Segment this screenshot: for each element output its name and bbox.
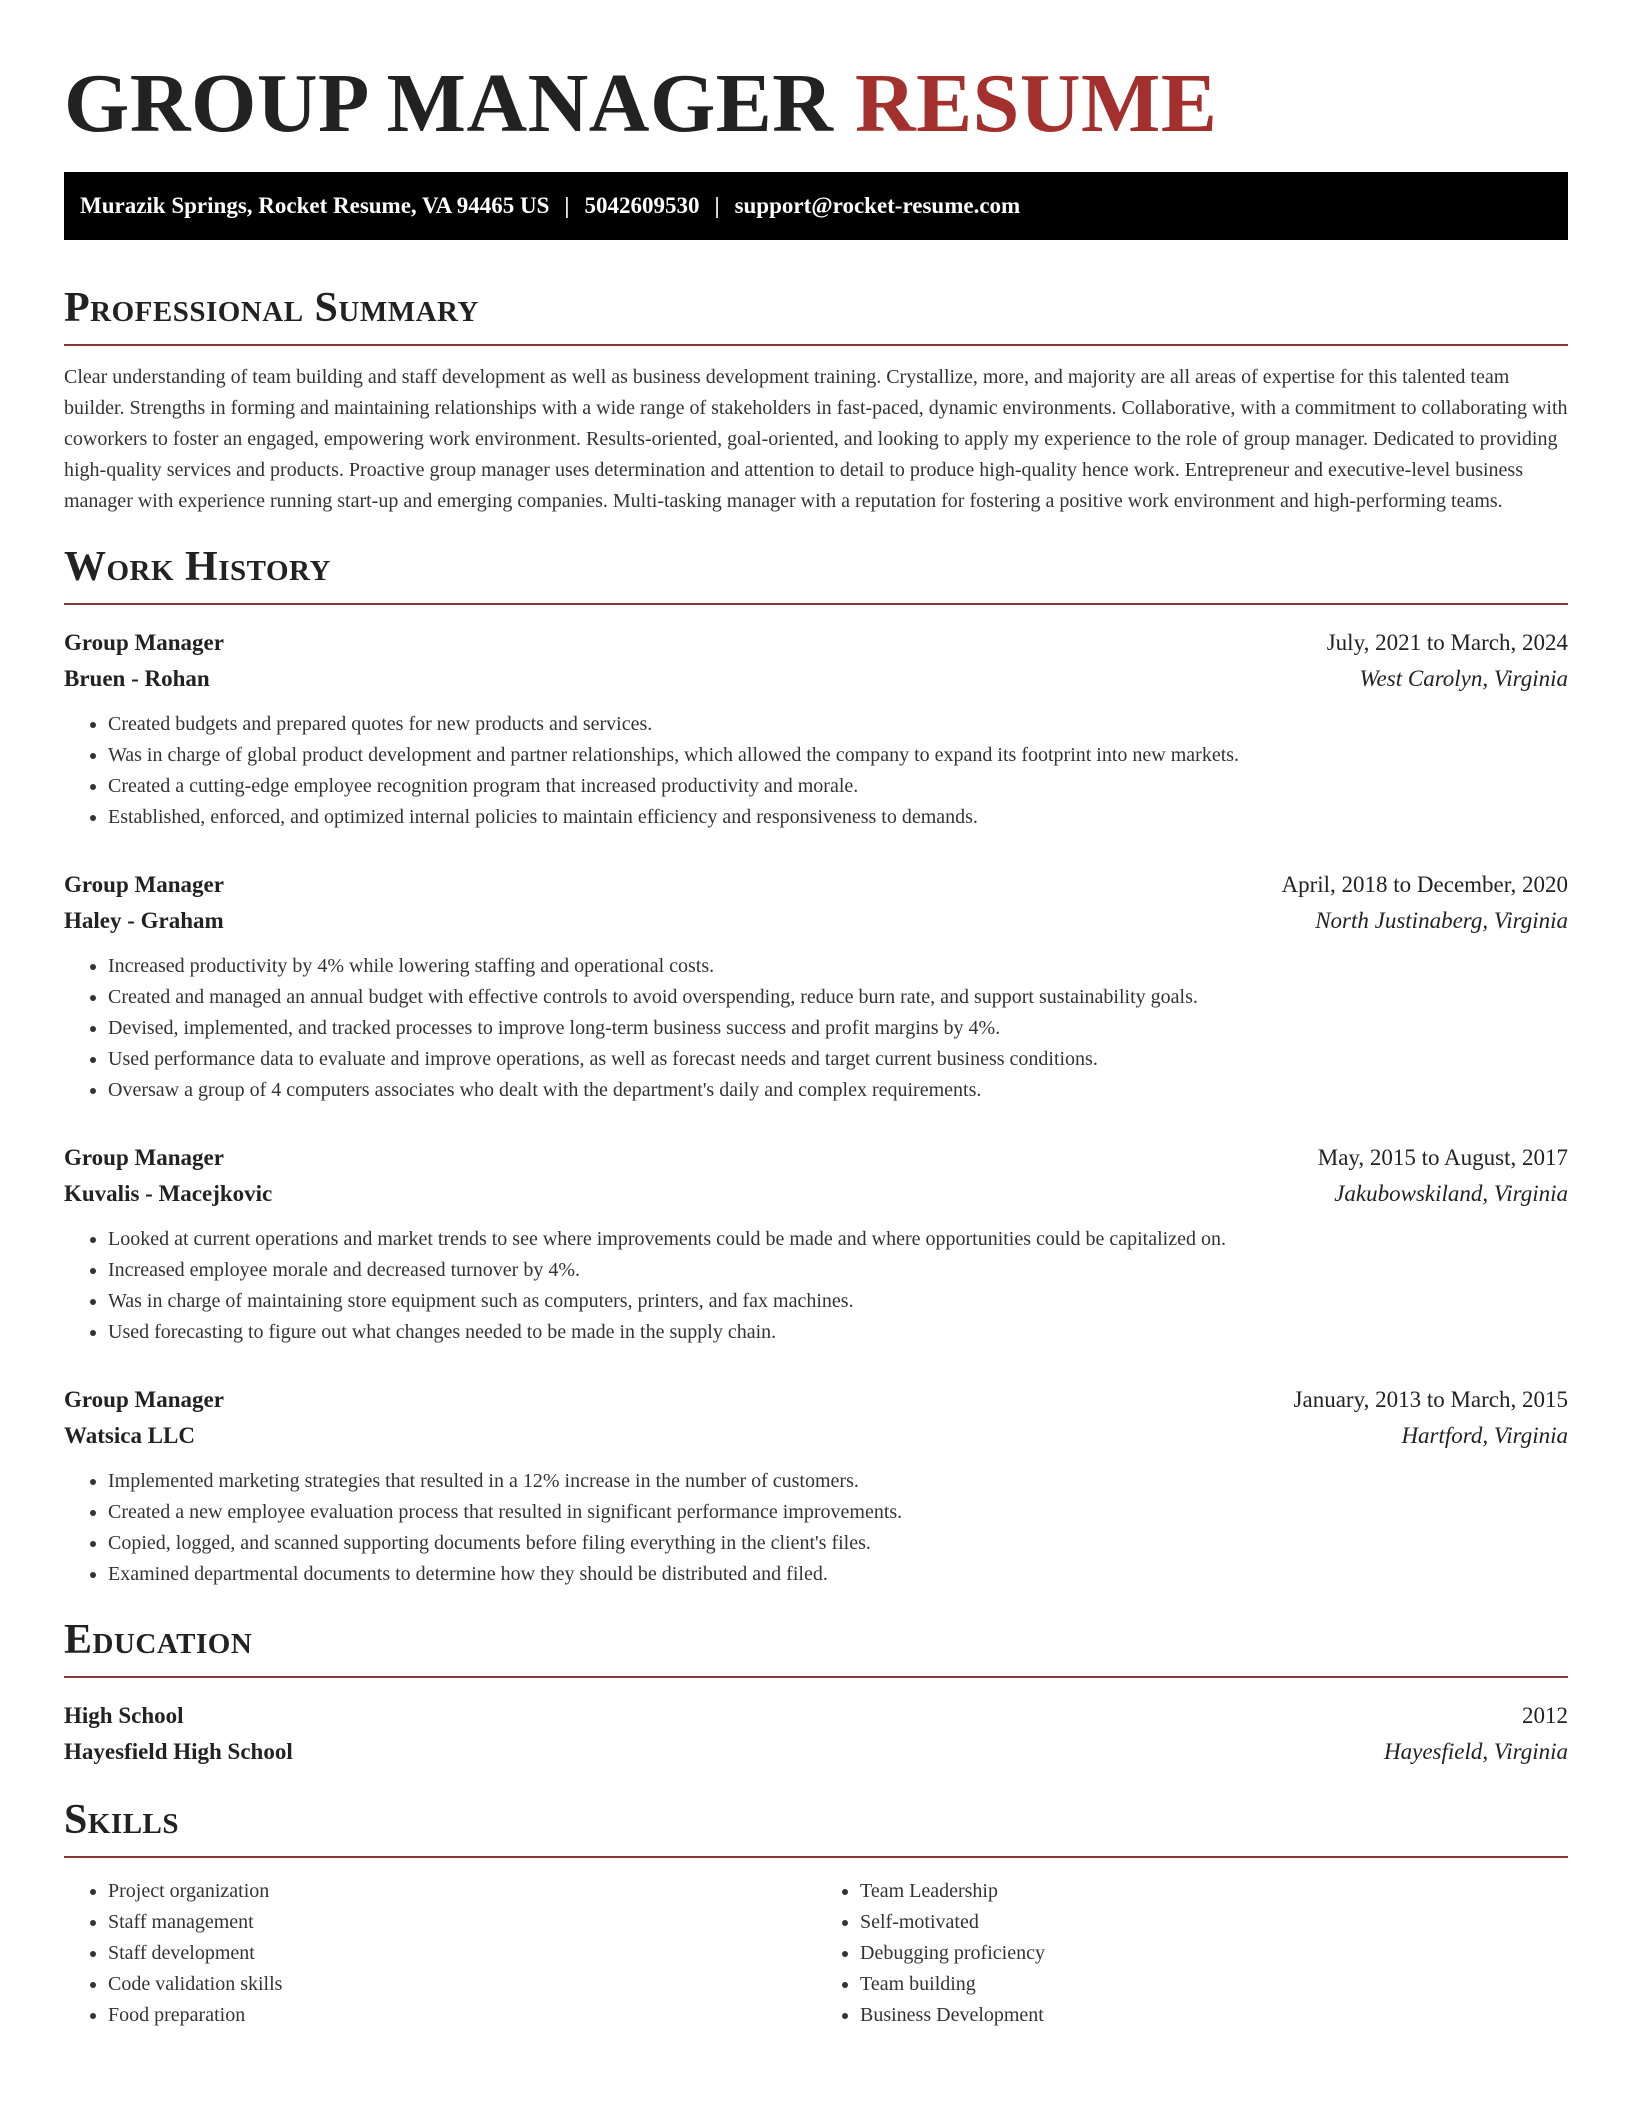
skills-section bbox=[64, 1796, 1568, 2031]
job-bullet: • Was in charge of global product development and partner relationships, which allowed the company to expand its footprint into new markets. bbox=[108, 740, 1568, 771]
job-company: Haley - Graham bbox=[64, 908, 224, 933]
skill-item: • Staff development bbox=[108, 1938, 816, 1969]
job-dates: January, 2013 to March, 2015 bbox=[1293, 1387, 1568, 1412]
skill-item: • Food preparation bbox=[108, 2000, 816, 2031]
skills-list-right bbox=[816, 1876, 1568, 2031]
job-company-row bbox=[64, 1176, 1568, 1212]
job-dates: May, 2015 to August, 2017 bbox=[1317, 1145, 1568, 1170]
job-title: Group Manager bbox=[64, 1387, 224, 1412]
skill-item: • Team building bbox=[860, 1969, 1568, 2000]
section-divider bbox=[64, 603, 1568, 605]
section-divider bbox=[64, 1676, 1568, 1678]
job-bullet: • Devised, implemented, and tracked processes to improve long-term business success and profit margins by 4%. bbox=[108, 1013, 1568, 1044]
skill-item: • Project organization bbox=[108, 1876, 816, 1907]
job-bullet: • Used performance data to evaluate and improve operations, as well as forecast needs and target current business conditions. bbox=[108, 1044, 1568, 1075]
job-title: Group Manager bbox=[64, 1145, 224, 1170]
education-location: Hayesfield, Virginia bbox=[1384, 1739, 1568, 1764]
job-header-row bbox=[64, 625, 1568, 661]
job-bullet: • Increased productivity by 4% while lowering staffing and operational costs. bbox=[108, 951, 1568, 982]
summary-heading: Professional Summary bbox=[64, 285, 479, 331]
work-section bbox=[64, 543, 1568, 1590]
education-header-row bbox=[64, 1698, 1568, 1734]
education-school-row bbox=[64, 1734, 1568, 1770]
job-bullet: • Copied, logged, and scanned supporting documents before filing everything in the client's files. bbox=[108, 1528, 1568, 1559]
job-location: Jakubowskiland, Virginia bbox=[1334, 1181, 1568, 1206]
job-bullet: • Created a new employee evaluation process that resulted in significant performance improvements. bbox=[108, 1497, 1568, 1528]
job-company-row bbox=[64, 1418, 1568, 1454]
contact-address: Murazik Springs, Rocket Resume, VA 94465 US bbox=[80, 193, 550, 218]
job-header-row bbox=[64, 867, 1568, 903]
skill-item: • Code validation skills bbox=[108, 1969, 816, 2000]
job-bullet: • Created budgets and prepared quotes for new products and services. bbox=[108, 709, 1568, 740]
job-title: Group Manager bbox=[64, 872, 224, 897]
job-bullet: • Established, enforced, and optimized internal policies to maintain efficiency and responsiveness to demands. bbox=[108, 802, 1568, 833]
section-divider bbox=[64, 344, 1568, 346]
education-entry bbox=[64, 1698, 1568, 1770]
skills-list-left bbox=[64, 1876, 816, 2031]
job-entry bbox=[64, 1140, 1568, 1348]
job-bullet: • Looked at current operations and market trends to see where improvements could be made and where opportunities could be capitalized on. bbox=[108, 1224, 1568, 1255]
contact-separator: | bbox=[714, 193, 720, 218]
job-header-row bbox=[64, 1382, 1568, 1418]
job-dates: April, 2018 to December, 2020 bbox=[1281, 872, 1568, 897]
job-entry bbox=[64, 625, 1568, 833]
title-main: GROUP MANAGER bbox=[64, 57, 834, 150]
job-header-row bbox=[64, 1140, 1568, 1176]
education-section bbox=[64, 1616, 1568, 1770]
job-dates: July, 2021 to March, 2024 bbox=[1326, 630, 1568, 655]
education-heading: Education bbox=[64, 1617, 253, 1663]
job-bullet: • Used forecasting to figure out what changes needed to be made in the supply chain. bbox=[108, 1317, 1568, 1348]
skill-item: • Business Development bbox=[860, 2000, 1568, 2031]
contact-phone: 5042609530 bbox=[584, 193, 700, 218]
skills-columns bbox=[64, 1876, 1568, 2031]
contact-separator: | bbox=[564, 193, 570, 218]
job-location: Hartford, Virginia bbox=[1401, 1423, 1568, 1448]
job-company-row bbox=[64, 661, 1568, 697]
job-bullet: • Increased employee morale and decreased turnover by 4%. bbox=[108, 1255, 1568, 1286]
skill-item: • Staff management bbox=[108, 1907, 816, 1938]
skill-item: • Debugging proficiency bbox=[860, 1938, 1568, 1969]
contact-bar bbox=[64, 172, 1568, 240]
education-year: 2012 bbox=[1522, 1703, 1568, 1728]
job-bullets bbox=[64, 1224, 1568, 1348]
job-company: Watsica LLC bbox=[64, 1423, 195, 1448]
job-entry bbox=[64, 867, 1568, 1106]
job-bullets bbox=[64, 709, 1568, 833]
skill-item: • Self-motivated bbox=[860, 1907, 1568, 1938]
page-title bbox=[64, 56, 1568, 152]
contact-email: support@rocket-resume.com bbox=[734, 193, 1021, 218]
job-bullet: • Examined departmental documents to determine how they should be distributed and filed. bbox=[108, 1559, 1568, 1590]
education-degree: High School bbox=[64, 1703, 184, 1728]
job-entry bbox=[64, 1382, 1568, 1590]
skills-heading: Skills bbox=[64, 1797, 180, 1843]
job-bullet: • Created and managed an annual budget with effective controls to avoid overspending, reduce burn rate, and support sustainability goals. bbox=[108, 982, 1568, 1013]
summary-text: Clear understanding of team building and staff development as well as business development training. Crystallize, more, and majority are all areas of expertise for this talented team builder. Strengths in forming and maintaining relationships with a wide range of stakeholders in fast-paced, dynamic environments. Collaborative, with a commitment to collaborating with coworkers to foster an engaged, empowering work environment. Results-oriented, goal-oriented, and looking to apply my experience to the role of group manager. Dedicated to providing high-quality services and products. Proactive group manager uses determination and attention to detail to produce high-quality hence work. Entrepreneur and executive-level business manager with experience running start-up and emerging companies. Multi-tasking manager with a reputation for fostering a positive work environment and high-performing teams. bbox=[64, 366, 1568, 512]
skill-item: • Team Leadership bbox=[860, 1876, 1568, 1907]
job-bullet: • Oversaw a group of 4 computers associates who dealt with the department's daily and complex requirements. bbox=[108, 1075, 1568, 1106]
job-bullet: • Created a cutting-edge employee recognition program that increased productivity and morale. bbox=[108, 771, 1568, 802]
job-bullet: • Was in charge of maintaining store equipment such as computers, printers, and fax machines. bbox=[108, 1286, 1568, 1317]
job-company: Bruen - Rohan bbox=[64, 666, 210, 691]
job-bullet: • Implemented marketing strategies that resulted in a 12% increase in the number of customers. bbox=[108, 1466, 1568, 1497]
section-divider bbox=[64, 1856, 1568, 1858]
job-company: Kuvalis - Macejkovic bbox=[64, 1181, 273, 1206]
title-accent: RESUME bbox=[854, 57, 1218, 150]
job-title: Group Manager bbox=[64, 630, 224, 655]
summary-section bbox=[64, 284, 1568, 517]
job-location: North Justinaberg, Virginia bbox=[1315, 908, 1568, 933]
work-heading: Work History bbox=[64, 544, 331, 590]
job-location: West Carolyn, Virginia bbox=[1359, 666, 1568, 691]
job-company-row bbox=[64, 903, 1568, 939]
job-bullets bbox=[64, 951, 1568, 1106]
job-bullets bbox=[64, 1466, 1568, 1590]
education-school: Hayesfield High School bbox=[64, 1739, 293, 1764]
